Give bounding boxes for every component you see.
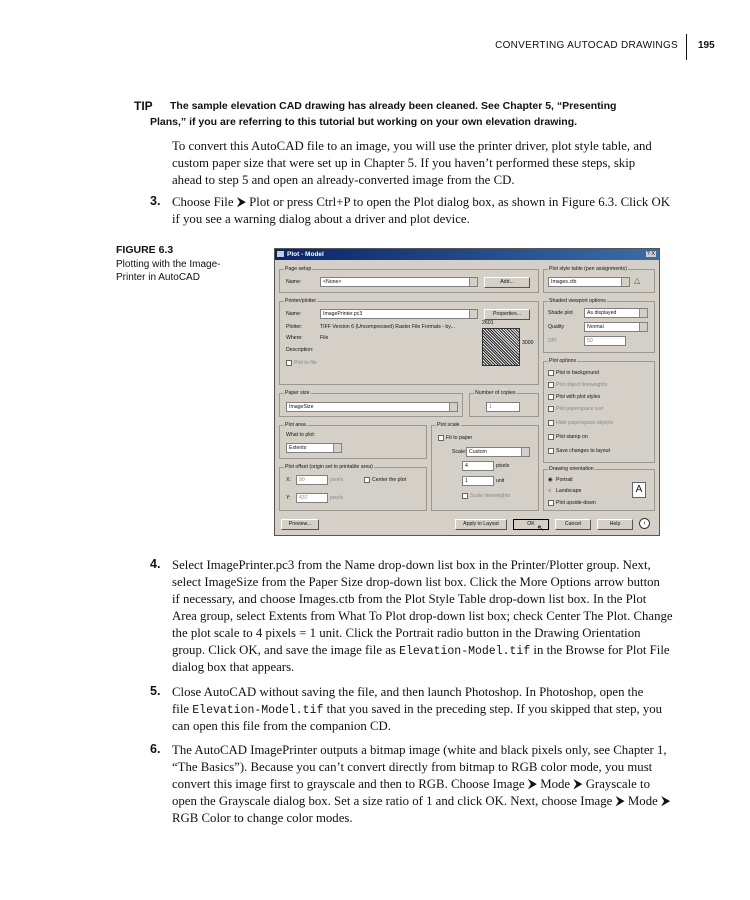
filename-code: Elevation-Model.tif [192, 704, 324, 717]
preview-button[interactable]: Preview... [281, 519, 319, 530]
dpi-input[interactable] [584, 336, 626, 346]
shade-plot-value: As displayed [587, 310, 617, 316]
unit-input[interactable] [462, 476, 494, 486]
header-divider [686, 34, 687, 60]
x-offset-value: 90 [299, 477, 305, 483]
step-4-line-6a: group. Click OK, and save the image file as [172, 643, 400, 657]
step-5-line-2 [172, 701, 662, 720]
where-value: File [320, 335, 329, 341]
fit-to-paper-label: Fit to paper [446, 435, 473, 441]
plot-option-label: Hide paperspace objects [556, 420, 614, 426]
edit-style-icon[interactable]: △ [634, 276, 641, 285]
x-offset-input[interactable] [296, 475, 328, 485]
y-offset-value: 437 [299, 495, 308, 501]
plot-style-select[interactable] [548, 277, 630, 287]
ok-button[interactable]: OK [513, 519, 549, 530]
tip-line-1: The sample elevation CAD drawing has already been cleaned. See Chapter 5, “Presenting [170, 100, 617, 112]
shade-plot-select[interactable] [584, 308, 648, 318]
y-offset-label: Y: [286, 495, 291, 501]
page-setup-value: <None> [323, 279, 342, 285]
plot-style-value: Images.ctb [551, 279, 577, 285]
scale-lineweights-label: Scale lineweights [470, 493, 511, 499]
portrait-label: Portrait [556, 477, 573, 483]
step-5-line-1: Close AutoCAD without saving the file, and then launch Photoshop. In Photoshop, open the [172, 685, 644, 699]
unit-label: unit [496, 478, 505, 484]
step-6-line-2: “The Basics”). Because you can’t convert directly from bitmap to RGB color mode, you must [172, 760, 653, 774]
preview-width: 2601 [482, 320, 494, 326]
plot-style-table-label: Plot style table (pen assignments) [549, 266, 627, 272]
x-offset-units: pixels [330, 477, 344, 483]
scale-value: Custom [469, 449, 487, 455]
step-4-line-5: the plot scale to 4 pixels = 1 unit. Click the Portrait radio button in the Drawing Orientation [172, 626, 641, 640]
step-4-line-6 [172, 642, 670, 661]
plot-option-checkbox[interactable] [548, 420, 554, 426]
mouse-cursor-icon: ↖ [537, 523, 545, 533]
figure-caption-line-1: Plotting with the Image- [116, 259, 221, 270]
center-plot-checkbox[interactable] [364, 477, 370, 483]
step-6-line-1: The AutoCAD ImagePrinter outputs a bitmap image (white and black pixels only, see Chapter 1, [172, 743, 667, 757]
plot-option-label: Plot paperspace last [556, 406, 604, 412]
x-offset-label: X: [286, 477, 291, 483]
page-setup-group [279, 266, 539, 293]
title-buttons[interactable]: ? X [646, 251, 655, 257]
pixels-value: 4 [465, 463, 468, 469]
plot-option-label: Save changes to layout [556, 448, 610, 454]
plot-option-checkbox[interactable] [548, 448, 554, 454]
copies-label: Number of copies [475, 390, 516, 396]
preview-height: 3000 [522, 340, 534, 346]
printer-plotter-group [279, 298, 539, 385]
chevron-down-icon [639, 323, 647, 331]
step-5-line-2b: that you saved in the preceding step. If you skipped that step, you [323, 702, 663, 716]
upside-down-checkbox[interactable] [548, 500, 554, 506]
landscape-radio[interactable]: ○ [548, 488, 552, 494]
scale-select[interactable] [466, 447, 530, 457]
figure-caption-line-2: Printer in AutoCAD [116, 272, 200, 283]
filename-code: Elevation-Model.tif [399, 645, 531, 658]
fit-to-paper-checkbox[interactable] [438, 435, 444, 441]
plot-offset-group [279, 464, 427, 511]
tip-line-2: Plans,” if you are referring to this tutorial but working on your own elevation drawing. [150, 116, 578, 128]
shaded-viewport-label: Shaded viewport options [549, 298, 606, 304]
copies-value: 1 [489, 404, 492, 410]
orientation-preview-icon: A [632, 482, 646, 498]
step-6-line-3: convert this image first to grayscale and then to RGB. Choose Image ⮞ Mode ⮞ Grayscale to [172, 777, 651, 791]
dialog-title: Plot - Model [287, 250, 324, 258]
pixels-label: pixels [496, 463, 510, 469]
dpi-value: 50 [587, 338, 593, 344]
page-setup-name-label: Name: [286, 279, 302, 285]
plot-option-label: Plot stamp on [556, 434, 588, 440]
scale-label: Scale: [452, 449, 467, 455]
what-to-plot-label: What to plot: [286, 432, 316, 438]
properties-button[interactable]: Properties... [484, 309, 530, 320]
app-icon [277, 251, 284, 257]
plot-option-checkbox[interactable] [548, 394, 554, 400]
what-to-plot-select[interactable] [286, 443, 342, 453]
plot-option-checkbox[interactable] [548, 406, 554, 412]
paper-size-value: ImageSize [289, 404, 314, 410]
upside-down-label: Plot upside-down [556, 500, 596, 506]
printer-group-label: Printer/plotter [285, 298, 317, 304]
cancel-button[interactable]: Cancel [555, 519, 591, 530]
chevron-down-icon [333, 444, 341, 452]
chevron-down-icon [469, 278, 477, 286]
page-number: 195 [698, 40, 715, 51]
dpi-label: DPI [548, 338, 557, 344]
paper-size-group [279, 390, 463, 417]
orientation-label: Drawing orientation [549, 466, 594, 472]
running-header-title: CONVERTING AUTOCAD DRAWINGS [495, 40, 678, 51]
plot-option-label: Plot object lineweights [556, 382, 608, 388]
plot-to-file-checkbox[interactable] [286, 360, 292, 366]
quality-select[interactable] [584, 322, 648, 332]
more-options-arrow-icon[interactable]: ‹ [639, 518, 650, 529]
plot-options-label: Plot options [549, 358, 577, 364]
plotter-label: Plotter: [286, 324, 303, 330]
apply-to-layout-button[interactable]: Apply to Layout [455, 519, 507, 530]
step-5-number: 5. [150, 684, 161, 698]
step-6-line-5: RGB Color to change color modes. [172, 811, 353, 825]
chevron-down-icon [621, 278, 629, 286]
copies-input[interactable] [486, 402, 520, 412]
paper-size-select[interactable] [286, 402, 458, 412]
step-4-number: 4. [150, 557, 161, 571]
figure-label: FIGURE 6.3 [116, 244, 174, 256]
plot-option-checkbox[interactable] [548, 434, 554, 440]
step-3-line-2: if you see a warning dialog about a driver and plot device. [172, 212, 470, 226]
dialog-title-bar [275, 249, 659, 260]
plot-option-label: Plot with plot styles [556, 394, 601, 400]
landscape-label: Landscape [556, 488, 582, 494]
chevron-down-icon [521, 448, 529, 456]
help-button[interactable]: Help [597, 519, 633, 530]
plot-scale-label: Plot scale [437, 422, 460, 428]
step-3-line-1: Choose File ⮞ Plot or press Ctrl+P to open the Plot dialog box, as shown in Figure 6.3. Click OK [172, 195, 671, 209]
chevron-down-icon [449, 403, 457, 411]
step-4-line-4: Area group, select Extents from What To Plot drop-down list box; check Center The Plot. Change [172, 609, 673, 623]
chevron-down-icon [639, 309, 647, 317]
page-setup-label: Page setup [285, 266, 312, 272]
chevron-down-icon [469, 310, 477, 318]
intro-line-2: custom paper size that were set up in Chapter 5. If you haven’t performed these steps, skip [172, 156, 636, 170]
step-6-number: 6. [150, 742, 161, 756]
step-5-line-2a: file [172, 702, 193, 716]
printer-select[interactable] [320, 309, 478, 319]
printer-value: ImagePrinter.pc3 [323, 311, 363, 317]
step-4-line-3: if necessary, and choose Images.ctb from the Plot Style Table drop-down list box. In the Plot [172, 592, 647, 606]
paper-preview [482, 328, 520, 366]
intro-line-3: ahead to step 5 and open an already-converted image from the CD. [172, 173, 515, 187]
step-4-line-2: select ImageSize from the Paper Size drop-down list box. Click the More Options arrow button [172, 575, 660, 589]
printer-name-label: Name: [286, 311, 302, 317]
portrait-radio[interactable]: ◉ [548, 477, 553, 483]
plot-options-group [543, 358, 655, 463]
plot-area-label: Plot area [285, 422, 306, 428]
pixels-input[interactable] [462, 461, 494, 471]
drawing-orientation-group [543, 466, 655, 511]
paper-size-label: Paper size [285, 390, 310, 396]
plot-offset-label: Plot offset (origin set to printable area) [285, 464, 373, 470]
where-label: Where: [286, 335, 303, 341]
step-3-number: 3. [150, 194, 161, 208]
unit-value: 1 [465, 478, 468, 484]
step-4-line-7: dialog box that appears. [172, 660, 295, 674]
step-6-line-4: open the Grayscale dialog box. Set a size ratio of 1 and click OK. Next, choose Image ⮞ Mode ⮞ [172, 794, 671, 808]
tip-label: TIP [134, 99, 153, 113]
center-plot-label: Center the plot [372, 477, 407, 483]
plotter-value: TIFF Version 6 (Uncompressed) Raster File Formats - by... [320, 324, 455, 330]
what-to-plot-value: Extents [289, 445, 307, 451]
shaded-viewport-group [543, 298, 655, 353]
plot-option-checkbox[interactable] [548, 370, 554, 376]
step-4-line-1: Select ImagePrinter.pc3 from the Name drop-down list box in the Printer/Plotter group. Next, [172, 558, 651, 572]
step-4-line-6b: in the Browse for Plot File [530, 643, 670, 657]
plot-style-table-group [543, 266, 655, 293]
plot-dialog [274, 248, 660, 536]
scale-lineweights-checkbox[interactable] [462, 493, 468, 499]
plot-option-label: Plot in background [556, 370, 599, 376]
add-button[interactable]: Add... [484, 277, 530, 288]
y-offset-input[interactable] [296, 493, 328, 503]
plot-area-group [279, 422, 427, 459]
description-label: Description: [286, 347, 314, 353]
quality-value: Normal [587, 324, 604, 330]
intro-line-1: To convert this AutoCAD file to an image, you will use the printer driver, plot style table, and [172, 139, 652, 153]
copies-group [469, 390, 539, 417]
y-offset-units: pixels [330, 495, 344, 501]
page-setup-select[interactable] [320, 277, 478, 287]
shade-plot-label: Shade plot [548, 310, 573, 316]
plot-to-file-label: Plot to file [294, 360, 317, 366]
plot-scale-group [431, 422, 539, 511]
plot-option-checkbox[interactable] [548, 382, 554, 388]
step-5-line-3: can open this file from the companion CD. [172, 719, 391, 733]
quality-label: Quality [548, 324, 565, 330]
